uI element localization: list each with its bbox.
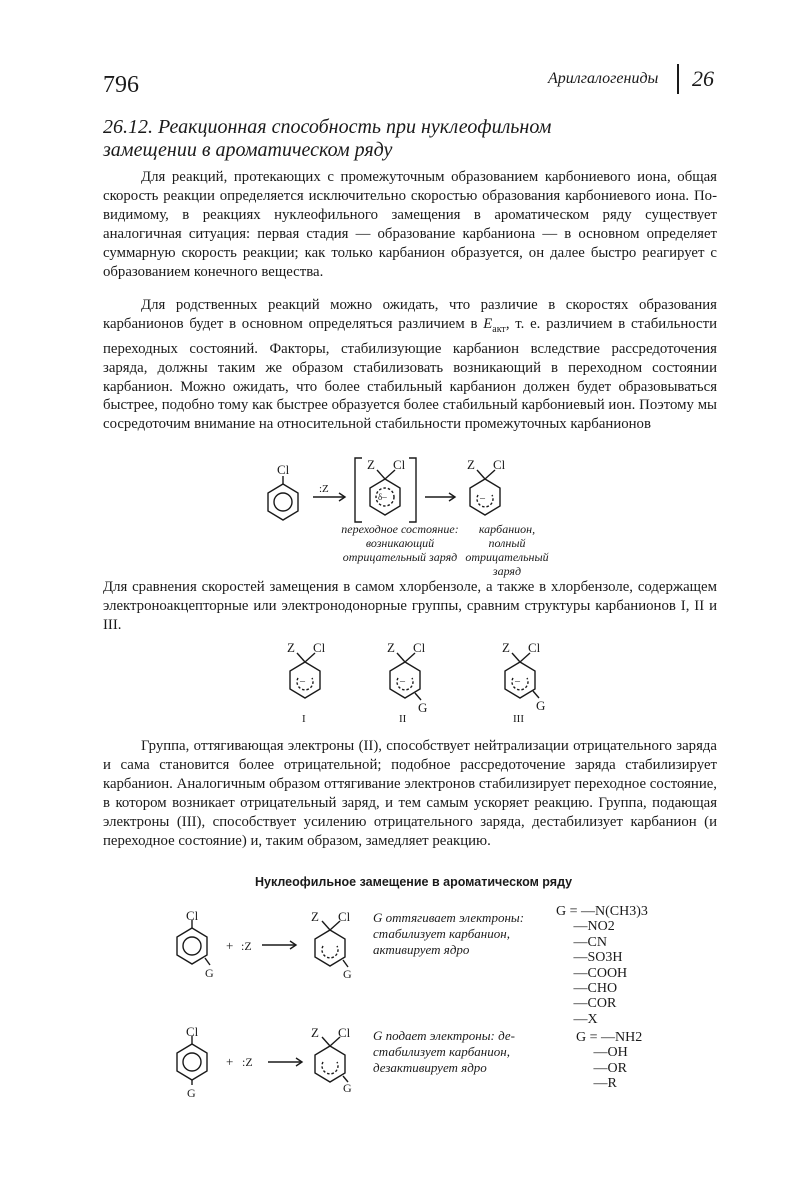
g-label: G — [418, 700, 428, 715]
withdrawing-description: G оттягивает электроны: стабилизует карбанион, активирует ядро — [373, 910, 525, 957]
running-head: Арилгалогениды — [548, 70, 659, 87]
carbanion-label-2: II — [399, 713, 407, 725]
plus-sign: + — [226, 938, 234, 953]
g-label: G — [536, 698, 546, 713]
ts-note-line: переходное состояние: — [341, 522, 459, 536]
svg-text:–: – — [300, 676, 305, 687]
withdrawing-groups-list: G = —N(CH3)3 —NO2 —CN —SO3H —COOH —CHO —COR —X — [556, 904, 648, 1027]
z-label: Z — [467, 457, 475, 472]
svg-text:G: G — [343, 1081, 352, 1095]
ca-note-line: карбанион, — [478, 522, 536, 536]
svg-text:G: G — [187, 1086, 196, 1100]
reagent-label: :Z — [241, 939, 252, 953]
svg-text:–: – — [400, 676, 405, 687]
svg-text:Z: Z — [287, 640, 295, 655]
svg-text:Cl: Cl — [186, 908, 199, 923]
donating-groups-list: G = —NH2 —OH —OR —R — [576, 1030, 643, 1092]
reagent-label: :Z — [319, 483, 329, 495]
chapter-number: 26 — [692, 66, 714, 91]
svg-text:–: – — [515, 676, 520, 687]
svg-text:Cl: Cl — [186, 1024, 199, 1039]
svg-text:Cl: Cl — [528, 640, 541, 655]
carbanion-label-3: III — [513, 713, 524, 725]
svg-text:Cl: Cl — [413, 640, 426, 655]
svg-text:G: G — [343, 967, 352, 981]
svg-text:Z: Z — [311, 1025, 319, 1040]
cl-label: Cl — [393, 457, 406, 472]
page-number: 796 — [103, 72, 139, 98]
svg-text:Z: Z — [502, 640, 510, 655]
svg-text:Cl: Cl — [338, 1025, 351, 1040]
delta-charge-label: δ– — [378, 492, 387, 502]
plus-sign: + — [226, 1054, 234, 1069]
paragraph-4: Группа, оттягивающая электроны (II), способствует нейтрализации отрицательного заряда и сама становится более отрицательной; подобное рассредоточение заряда стабилизирует карбанион. Аналогичным образом оттягивание электронов стабилизирует переходное состояние, в котором возникает отрицательный заряд, и тем самым ускоряет реакцию. Группа, подающая электроны (III), способствует усилению отрицательного заряда, дестабилизует карбанион (и переходное состояние) и, таким образом, замедляет реакцию. — [103, 738, 717, 849]
cl-label: Cl — [493, 457, 506, 472]
paragraph-1: Для реакций, протекающих с промежуточным образованием карбониевого иона, общая скорость реакции определяется исключительно скоростью образования карбониевого иона. По-видимому, в реакциях нуклеофильного замещения в ароматическом ряду существует аналогичная ситуация: первая стадия — образование карбаниона — в основном определяет суммарную скорость реакции; как только карбанион образуется, он далее быстро реагирует с образованием конечного вещества. — [103, 169, 717, 280]
ts-note-line: отрицательный заряд — [342, 550, 458, 564]
energy-symbol: E — [483, 315, 493, 332]
section-title-line-2: замещении в ароматическом ряду — [103, 139, 393, 161]
z-label: Z — [367, 457, 375, 472]
svg-text:Z: Z — [311, 909, 319, 924]
paragraph-3: Для сравнения скоростей замещения в самом хлорбензоле, а также в хлорбензоле, содержащем электроноакцепторные или электронодонорные группы, сравним структуры карбанионов I, II и III. — [103, 579, 717, 633]
section-title-line-1: 26.12. Реакционная способность при нуклеофильном — [103, 116, 552, 138]
g-label: G — [205, 966, 214, 980]
donating-description: G подает электроны: дестабилизует карбанион, дезактивирует ядро — [373, 1028, 515, 1075]
ca-note-line: заряд — [492, 564, 522, 578]
minus-sign: – — [480, 493, 485, 504]
ca-note-line: полный — [488, 536, 526, 550]
figure-caption: Нуклеофильное замещение в ароматическом ряду — [255, 875, 573, 889]
svg-text:Cl: Cl — [338, 909, 351, 924]
energy-subscript: акт — [492, 323, 506, 335]
ts-note-line: возникающий — [365, 536, 435, 550]
reagent-label: :Z — [242, 1055, 253, 1069]
ca-note-line: отрицательный — [465, 550, 549, 564]
carbanion-label-1: I — [302, 713, 306, 725]
svg-text:Cl: Cl — [313, 640, 326, 655]
svg-text:Z: Z — [387, 640, 395, 655]
paragraph-2-end: , т. е. различием в стабильности переходных состояний. Факторы, стабилизующие карбанион вследствие рассредоточения заряда, должны таким же образом стабилизовать возникающий в переходном состоянии карбанион. Можно ожидать, что более стабильный карбанион должен будет образовываться быстрее, подобно тому как быстрее образуется более стабильный карбониевый ион. Поэтому мы сосредоточим внимание на относительной стабильности промежуточных карбанионов — [103, 315, 717, 433]
cl-label: Cl — [277, 462, 290, 477]
paragraph-2-start: Для родственных реакций можно ожидать, что различие в скоростях образования карбанионов будет в основном определяться различием в — [103, 297, 717, 332]
